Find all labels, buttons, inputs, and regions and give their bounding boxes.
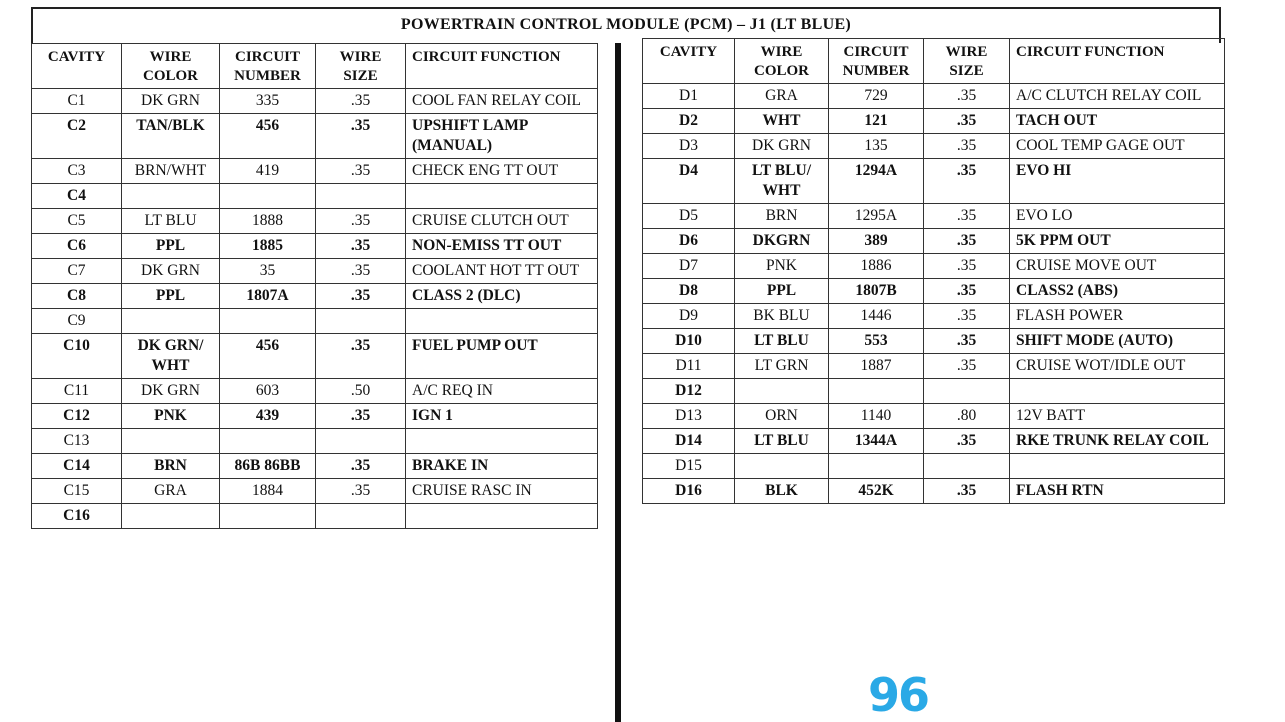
wire-color-cell: LT GRN	[735, 354, 829, 379]
circuit-function-cell: COOL TEMP GAGE OUT	[1010, 134, 1225, 159]
left-header-row	[32, 44, 598, 89]
wire-size-cell: .35	[316, 454, 406, 479]
circuit-function-cell: SHIFT MODE (AUTO)	[1010, 329, 1225, 354]
circuit-number-cell: 1807B	[829, 279, 924, 304]
wire-color-cell: LT BLU	[122, 209, 220, 234]
wire-size-cell: .35	[924, 279, 1010, 304]
table-row	[32, 89, 598, 114]
circuit-number-cell: 86B 86BB	[220, 454, 316, 479]
circuit-number-cell: 1885	[220, 234, 316, 259]
wire-size-cell: .80	[924, 404, 1010, 429]
circuit-function-cell	[406, 184, 598, 209]
wire-color-cell	[122, 504, 220, 529]
wire-size-cell	[316, 184, 406, 209]
wire-size-cell: .35	[924, 134, 1010, 159]
circuit-function-cell: COOL FAN RELAY COIL	[406, 89, 598, 114]
table-row	[32, 159, 598, 184]
cavity-cell: C6	[32, 234, 122, 259]
circuit-number-cell	[220, 184, 316, 209]
table-row	[643, 329, 1225, 354]
circuit-number-cell: 389	[829, 229, 924, 254]
circuit-number-cell: 1886	[829, 254, 924, 279]
header-wire-color: WIRE COLOR	[735, 39, 829, 84]
circuit-number-cell: 456	[220, 334, 316, 379]
circuit-function-cell: UPSHIFT LAMP (MANUAL)	[406, 114, 598, 159]
handwritten-page-number: 96	[868, 668, 929, 722]
right-pinout-table	[642, 38, 1225, 504]
cavity-cell: D9	[643, 304, 735, 329]
cavity-cell: C15	[32, 479, 122, 504]
wire-size-cell	[316, 504, 406, 529]
circuit-function-cell: RKE TRUNK RELAY COIL	[1010, 429, 1225, 454]
wire-size-cell: .35	[316, 284, 406, 309]
circuit-function-cell: CRUISE MOVE OUT	[1010, 254, 1225, 279]
table-row	[32, 504, 598, 529]
cavity-cell: C7	[32, 259, 122, 284]
circuit-number-cell	[220, 504, 316, 529]
table-row	[32, 234, 598, 259]
circuit-number-cell: 439	[220, 404, 316, 429]
wire-size-cell: .35	[924, 204, 1010, 229]
wire-color-cell: PPL	[122, 234, 220, 259]
cavity-cell: D15	[643, 454, 735, 479]
table-row	[643, 429, 1225, 454]
wire-size-cell: .35	[924, 354, 1010, 379]
circuit-function-cell: CRUISE CLUTCH OUT	[406, 209, 598, 234]
table-row	[643, 354, 1225, 379]
table-row	[32, 284, 598, 309]
table-row	[643, 404, 1225, 429]
table-row	[643, 254, 1225, 279]
wire-color-cell	[735, 454, 829, 479]
circuit-function-cell	[1010, 454, 1225, 479]
circuit-function-cell: CLASS 2 (DLC)	[406, 284, 598, 309]
document-title: POWERTRAIN CONTROL MODULE (PCM) – J1 (LT BLUE)	[400, 16, 852, 33]
cavity-cell: D3	[643, 134, 735, 159]
wire-color-cell: ORN	[735, 404, 829, 429]
wire-color-cell	[122, 184, 220, 209]
cavity-cell: C9	[32, 309, 122, 334]
wire-color-cell: BLK	[735, 479, 829, 504]
wire-color-cell: PNK	[735, 254, 829, 279]
wire-color-cell: GRA	[735, 84, 829, 109]
circuit-number-cell: 729	[829, 84, 924, 109]
wire-color-cell: LT BLU/ WHT	[735, 159, 829, 204]
table-row	[32, 309, 598, 334]
wire-color-cell: PPL	[122, 284, 220, 309]
circuit-number-cell: 1807A	[220, 284, 316, 309]
cavity-cell: C13	[32, 429, 122, 454]
table-row	[32, 404, 598, 429]
wire-size-cell: .35	[316, 334, 406, 379]
circuit-number-cell	[220, 309, 316, 334]
wire-color-cell: GRA	[122, 479, 220, 504]
circuit-number-cell	[829, 454, 924, 479]
circuit-number-cell: 121	[829, 109, 924, 134]
table-row	[32, 334, 598, 379]
header-wire-size: WIRE SIZE	[316, 44, 406, 89]
cavity-cell: D5	[643, 204, 735, 229]
cavity-cell: D8	[643, 279, 735, 304]
wire-color-cell: BRN	[735, 204, 829, 229]
circuit-number-cell	[220, 429, 316, 454]
table-row	[643, 304, 1225, 329]
circuit-number-cell: 603	[220, 379, 316, 404]
circuit-function-cell: 12V BATT	[1010, 404, 1225, 429]
wire-size-cell: .35	[924, 159, 1010, 204]
wire-size-cell	[924, 454, 1010, 479]
circuit-function-cell: EVO HI	[1010, 159, 1225, 204]
circuit-number-cell: 553	[829, 329, 924, 354]
circuit-function-cell	[406, 504, 598, 529]
wire-color-cell	[122, 429, 220, 454]
wire-color-cell	[735, 379, 829, 404]
circuit-function-cell: BRAKE IN	[406, 454, 598, 479]
circuit-number-cell: 135	[829, 134, 924, 159]
wire-size-cell	[316, 429, 406, 454]
header-wire-color: WIRE COLOR	[122, 44, 220, 89]
table-row	[32, 479, 598, 504]
cavity-cell: C3	[32, 159, 122, 184]
wire-size-cell: .35	[924, 109, 1010, 134]
wire-color-cell: WHT	[735, 109, 829, 134]
table-row	[643, 229, 1225, 254]
table-row	[643, 204, 1225, 229]
cavity-cell: C16	[32, 504, 122, 529]
table-row	[643, 109, 1225, 134]
cavity-cell: D11	[643, 354, 735, 379]
circuit-number-cell: 1294A	[829, 159, 924, 204]
wire-color-cell: BK BLU	[735, 304, 829, 329]
circuit-function-cell: CHECK ENG TT OUT	[406, 159, 598, 184]
column-divider	[615, 43, 621, 722]
cavity-cell: D7	[643, 254, 735, 279]
circuit-function-cell: A/C REQ IN	[406, 379, 598, 404]
wire-size-cell: .35	[924, 84, 1010, 109]
wire-size-cell: .35	[316, 89, 406, 114]
right-header-row	[643, 39, 1225, 84]
circuit-number-cell	[829, 379, 924, 404]
table-row	[643, 479, 1225, 504]
table-row	[32, 379, 598, 404]
table-row	[32, 114, 598, 159]
wire-size-cell: .35	[316, 159, 406, 184]
wire-size-cell: .35	[924, 229, 1010, 254]
circuit-number-cell: 335	[220, 89, 316, 114]
table-row	[32, 184, 598, 209]
header-circuit-function: CIRCUIT FUNCTION	[1010, 39, 1225, 84]
table-row	[643, 454, 1225, 479]
table-row	[643, 84, 1225, 109]
circuit-number-cell: 1888	[220, 209, 316, 234]
circuit-number-cell: 1140	[829, 404, 924, 429]
header-cavity: CAVITY	[32, 44, 122, 89]
circuit-function-cell: FLASH POWER	[1010, 304, 1225, 329]
wire-size-cell: .35	[924, 304, 1010, 329]
circuit-function-cell	[406, 309, 598, 334]
cavity-cell: D10	[643, 329, 735, 354]
wire-color-cell: DK GRN/ WHT	[122, 334, 220, 379]
table-row	[643, 134, 1225, 159]
wire-size-cell: .35	[316, 404, 406, 429]
wire-color-cell: DK GRN	[122, 379, 220, 404]
cavity-cell: D2	[643, 109, 735, 134]
cavity-cell: C4	[32, 184, 122, 209]
right-table-body	[643, 84, 1225, 504]
table-row	[32, 259, 598, 284]
wire-size-cell	[316, 309, 406, 334]
cavity-cell: C10	[32, 334, 122, 379]
wire-size-cell: .35	[316, 209, 406, 234]
wire-size-cell	[924, 379, 1010, 404]
circuit-number-cell: 1884	[220, 479, 316, 504]
wire-color-cell: DK GRN	[735, 134, 829, 159]
cavity-cell: C5	[32, 209, 122, 234]
circuit-number-cell: 1446	[829, 304, 924, 329]
circuit-number-cell: 35	[220, 259, 316, 284]
header-wire-size: WIRE SIZE	[924, 39, 1010, 84]
cavity-cell: D12	[643, 379, 735, 404]
circuit-function-cell: CLASS2 (ABS)	[1010, 279, 1225, 304]
table-row	[32, 454, 598, 479]
wire-color-cell: LT BLU	[735, 429, 829, 454]
table-row	[643, 379, 1225, 404]
circuit-function-cell: CRUISE RASC IN	[406, 479, 598, 504]
cavity-cell: C11	[32, 379, 122, 404]
circuit-function-cell: FLASH RTN	[1010, 479, 1225, 504]
wire-color-cell: LT BLU	[735, 329, 829, 354]
circuit-function-cell: EVO LO	[1010, 204, 1225, 229]
cavity-cell: C1	[32, 89, 122, 114]
circuit-function-cell	[1010, 379, 1225, 404]
circuit-function-cell: 5K PPM OUT	[1010, 229, 1225, 254]
circuit-function-cell	[406, 429, 598, 454]
cavity-cell: C8	[32, 284, 122, 309]
left-table-body	[32, 89, 598, 529]
left-pinout-table	[31, 43, 598, 529]
header-cavity: CAVITY	[643, 39, 735, 84]
header-circuit-function: CIRCUIT FUNCTION	[406, 44, 598, 89]
wire-size-cell: .35	[316, 114, 406, 159]
wire-size-cell: .35	[316, 234, 406, 259]
table-row	[32, 209, 598, 234]
wire-size-cell: .35	[316, 479, 406, 504]
cavity-cell: D13	[643, 404, 735, 429]
circuit-function-cell: TACH OUT	[1010, 109, 1225, 134]
table-row	[643, 279, 1225, 304]
wire-color-cell	[122, 309, 220, 334]
circuit-number-cell: 419	[220, 159, 316, 184]
header-circuit-number: CIRCUIT NUMBER	[829, 39, 924, 84]
wire-color-cell: BRN/WHT	[122, 159, 220, 184]
circuit-function-cell: COOLANT HOT TT OUT	[406, 259, 598, 284]
wire-color-cell: DKGRN	[735, 229, 829, 254]
circuit-function-cell: NON-EMISS TT OUT	[406, 234, 598, 259]
circuit-function-cell: IGN 1	[406, 404, 598, 429]
cavity-cell: D1	[643, 84, 735, 109]
table-row	[32, 429, 598, 454]
wire-size-cell: .35	[924, 254, 1010, 279]
wire-color-cell: PPL	[735, 279, 829, 304]
wire-color-cell: DK GRN	[122, 259, 220, 284]
table-row	[643, 159, 1225, 204]
circuit-number-cell: 1295A	[829, 204, 924, 229]
wire-color-cell: TAN/BLK	[122, 114, 220, 159]
cavity-cell: C2	[32, 114, 122, 159]
cavity-cell: C14	[32, 454, 122, 479]
circuit-number-cell: 1887	[829, 354, 924, 379]
cavity-cell: C12	[32, 404, 122, 429]
wire-color-cell: PNK	[122, 404, 220, 429]
wire-size-cell: .35	[924, 429, 1010, 454]
wire-size-cell: .35	[924, 479, 1010, 504]
wire-size-cell: .35	[316, 259, 406, 284]
cavity-cell: D14	[643, 429, 735, 454]
circuit-function-cell: CRUISE WOT/IDLE OUT	[1010, 354, 1225, 379]
circuit-number-cell: 452K	[829, 479, 924, 504]
circuit-function-cell: A/C CLUTCH RELAY COIL	[1010, 84, 1225, 109]
cavity-cell: D6	[643, 229, 735, 254]
wire-size-cell: .50	[316, 379, 406, 404]
circuit-function-cell: FUEL PUMP OUT	[406, 334, 598, 379]
circuit-number-cell: 1344A	[829, 429, 924, 454]
wire-color-cell: BRN	[122, 454, 220, 479]
wire-color-cell: DK GRN	[122, 89, 220, 114]
wire-size-cell: .35	[924, 329, 1010, 354]
cavity-cell: D16	[643, 479, 735, 504]
header-circuit-number: CIRCUIT NUMBER	[220, 44, 316, 89]
circuit-number-cell: 456	[220, 114, 316, 159]
cavity-cell: D4	[643, 159, 735, 204]
